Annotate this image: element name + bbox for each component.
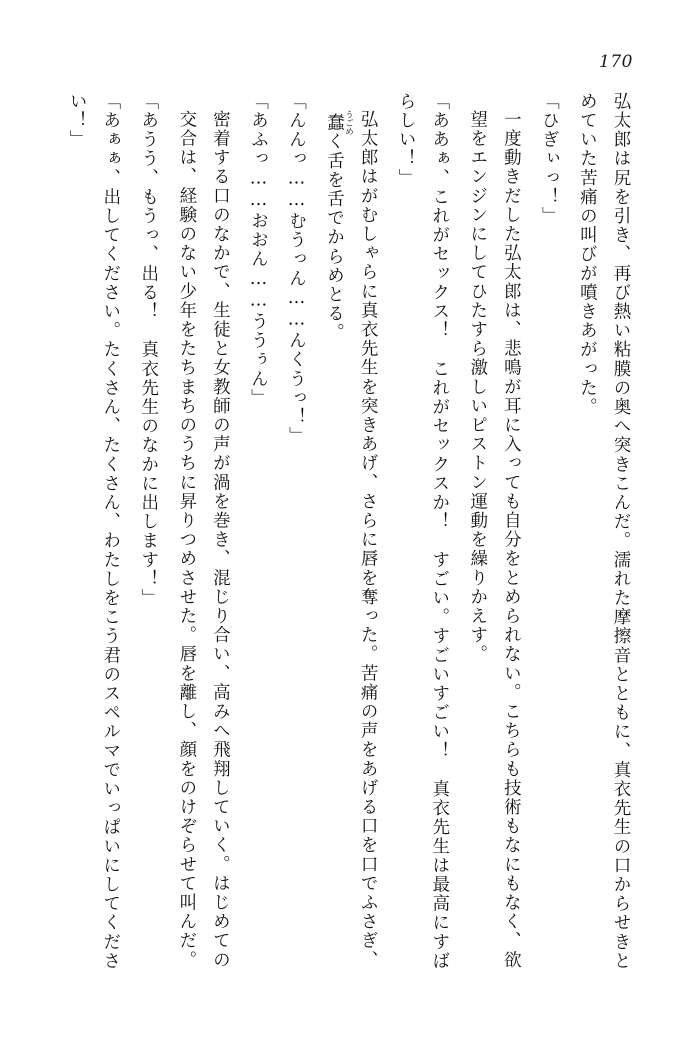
- paragraph: 弘太郎は尻を引き、再び熱い粘膜の奥へ突きこんだ。濡れた摩擦音とともに、真衣先生の口からせきとめていた苦痛の叫びが噴きあがった。: [577, 92, 631, 971]
- paragraph: 「ひぎぃっ！」: [539, 92, 560, 226]
- paragraph: 密着する口のなかで、生徒と女教師の声が渦を巻き、混じり合い、高みへ飛翔していく。はじめての交合は、経験のない少年をたちまちのうちに昇りつめさせた。唇を離し、顔をのけぞらせて叫んだ。: [176, 110, 231, 970]
- paragraph: 「あうう、もうっ、出る！ 真衣先生のなかに出します！」: [138, 92, 159, 608]
- paragraph: 弘太郎はがむしゃらに真衣先生を突きあげ、さらに唇を奪った。苦痛の声をあげる口を口でふさぎ、蠢 うごめく舌を舌でからめとる。: [324, 110, 379, 970]
- paragraph: 「ああぁ、これがセックス！ これがセックスか！ すごい。すごいすごい！ 真衣先生は最高にすばらしい！」: [396, 92, 450, 971]
- paragraph: 一度動きだした弘太郎は、悲鳴が耳に入っても自分をとめられない。こちらも技術もなにもなく、欲望をエンジンにしてひたすら激しいピストン運動を繰りかえす。: [467, 110, 522, 970]
- ruby-annotation: 蠢 うごめ: [324, 110, 354, 136]
- paragraph: 「あぁぁ、出してください。たくさん、たくさん、わたしをこう君のスペルマでいっぱいにしてください！」: [67, 92, 121, 971]
- page-number: 170: [599, 52, 633, 72]
- paragraph: 「んんっ……むうっん……んくうっ！」: [286, 92, 307, 446]
- body-text-block: [55, 92, 637, 972]
- paragraph: 「あふっ……おおん……ううぅん」: [248, 92, 269, 408]
